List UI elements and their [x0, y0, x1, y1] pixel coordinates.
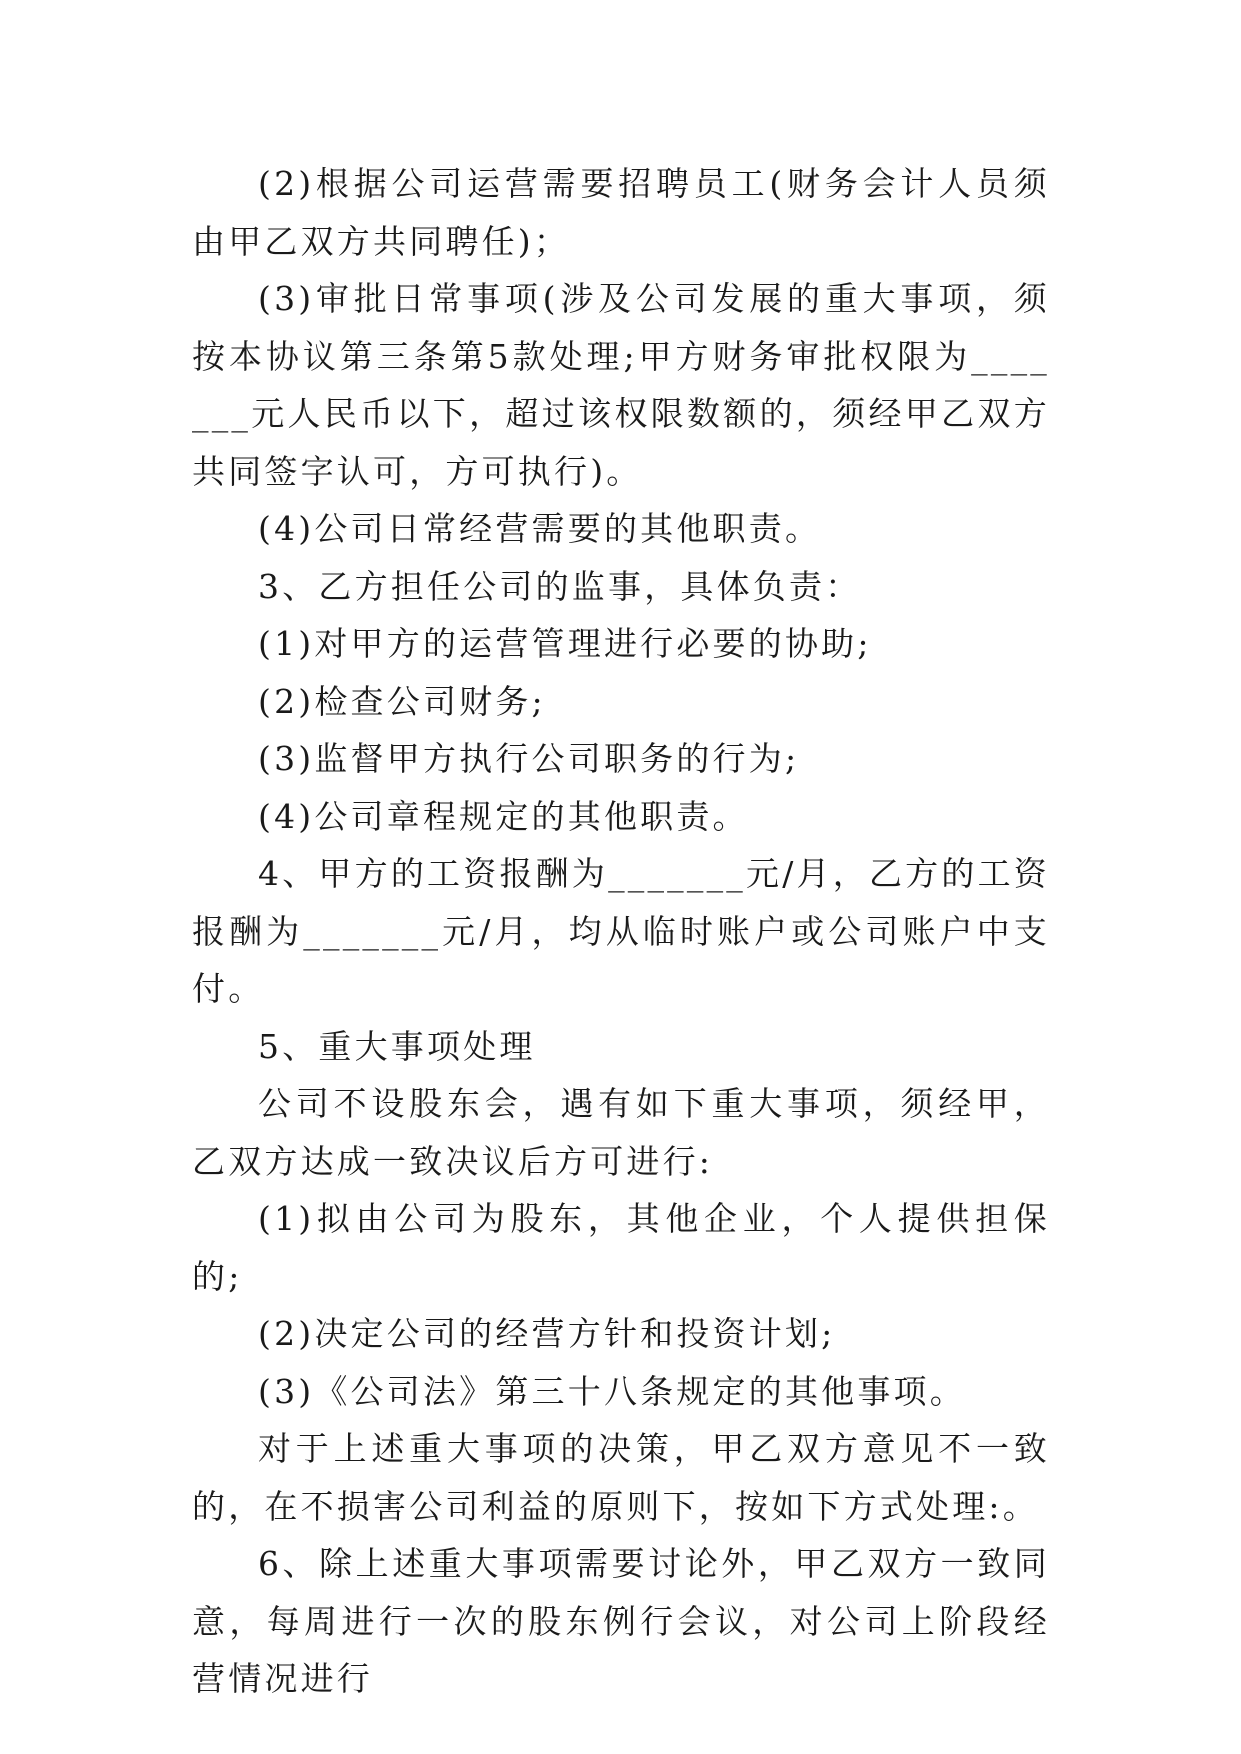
- paragraph-assist: (1)对甲方的运营管理进行必要的协助;: [258, 624, 872, 663]
- paragraph-supervise: (3)监督甲方执行公司职务的行为;: [258, 739, 800, 778]
- paragraph-major-matters-heading: 5、重大事项处理: [258, 1026, 536, 1066]
- paragraph-check-finance: (2)检查公司财务;: [258, 681, 546, 721]
- paragraph-company-law: (3)《公司法》第三十八条规定的其他事项。: [258, 1371, 966, 1411]
- paragraph-other-duties: (4)公司日常经营需要的其他职责。: [258, 509, 822, 548]
- paragraph-salary: 4、甲方的工资报酬为_______元/月，乙方的工资报酬为_______元/月，均从临时账户或公司账户中支付。: [192, 854, 1050, 1008]
- paragraph-bylaws-duties: (4)公司章程规定的其他职责。: [258, 796, 749, 836]
- paragraph-disagreement: 对于上述重大事项的决策，甲乙双方意见不一致的，在不损害公司利益的原则下，按如下方式处理:。: [192, 1429, 1050, 1526]
- paragraph-weekly-meeting: 6、除上述重大事项需要讨论外，甲乙双方一致同意，每周进行一次的股东例行会议，对公司上阶段经营情况进行: [192, 1544, 1050, 1698]
- paragraph-policy-investment: (2)决定公司的经营方针和投资计划;: [258, 1314, 836, 1353]
- paragraph-supervisor: 3、乙方担任公司的监事，具体负责：: [258, 566, 862, 606]
- paragraph-hiring: (2)根据公司运营需要招聘员工(财务会计人员须由甲乙双方共同聘任)；: [192, 164, 1050, 261]
- paragraph-no-shareholders-meeting: 公司不设股东会，遇有如下重大事项，须经甲，乙双方达成一致决议后方可进行:: [192, 1084, 1050, 1181]
- document-body: [192, 155, 1050, 1708]
- paragraph-guarantee: (1)拟由公司为股东，其他企业，个人提供担保的;: [192, 1199, 1050, 1296]
- paragraph-approval: (3)审批日常事项(涉及公司发展的重大事项，须按本协议第三条第5款处理;甲方财务审批权限为_______元人民币以下，超过该权限数额的，须经甲乙双方共同签字认可，方可执行)。: [192, 279, 1050, 491]
